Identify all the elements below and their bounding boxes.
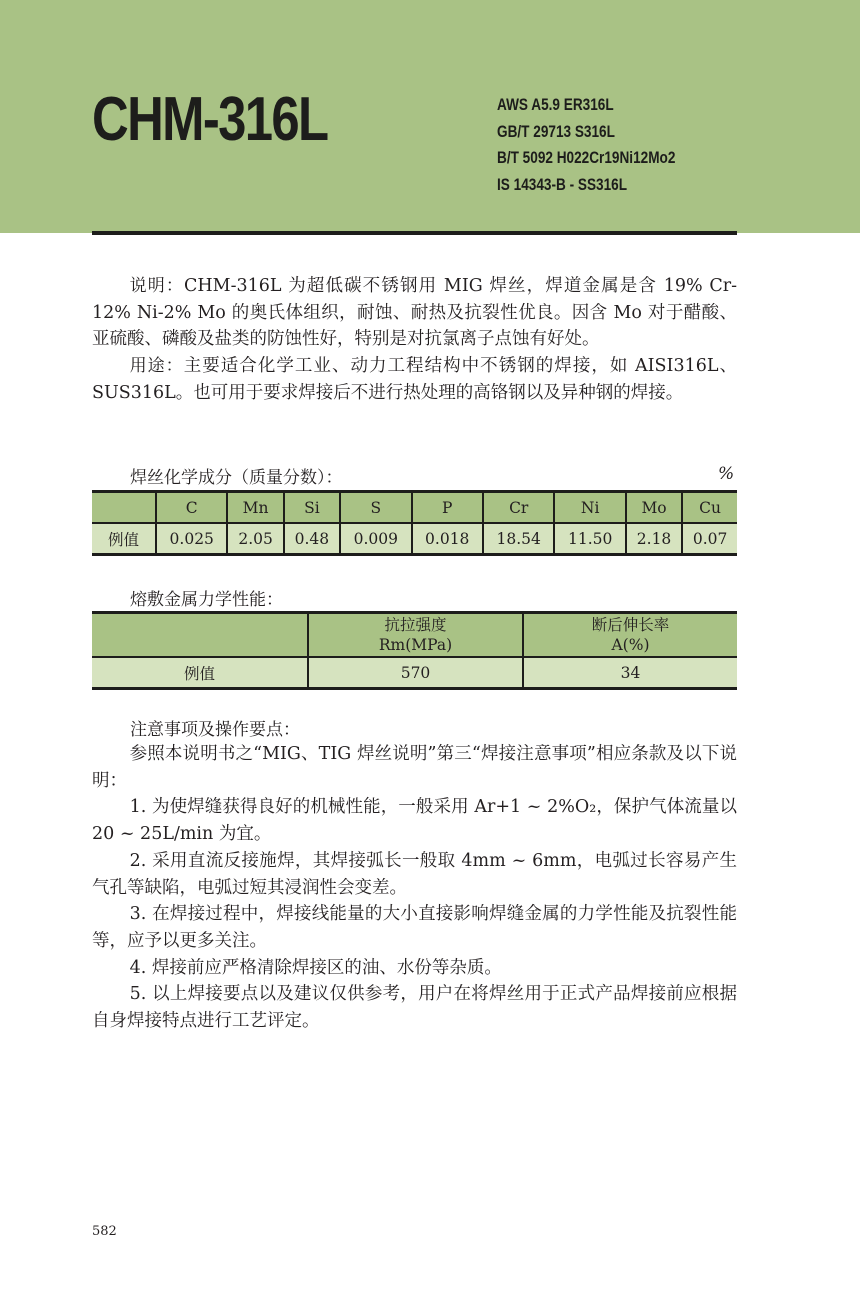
chem-table [92, 490, 737, 556]
product-title: CHM-316L [92, 85, 328, 154]
table-header-row: 抗拉强度 Rm(MPa) 断后伸长率 A(%) [92, 613, 737, 658]
notes-intro: 参照本说明书之“MIG、TIG 焊丝说明”第三“焊接注意事项”相应条款及以下说明： [92, 744, 737, 791]
note-item: 2. 采用直流反接施焊，其焊接弧长一般取 4mm ~ 6mm，电弧过长容易产生气孔等缺陷，电弧过短其浸润性会变差。 [92, 850, 737, 898]
note-item: 4. 焊接前应严格清除焊接区的油、水份等杂质。 [129, 957, 502, 978]
standard: IS 14343-B - SS316L [497, 174, 628, 194]
note-item: 3. 在焊接过程中，焊接线能量的大小直接影响焊缝金属的力学性能及抗裂性能等，应予以更多关注。 [92, 904, 737, 951]
notes-heading: 注意事项及操作要点： [130, 720, 300, 740]
header-rule [92, 231, 737, 235]
note-item: 1. 为使焊缝获得良好的机械性能，一般采用 Ar+1 ~ 2%O₂，保护气体流量以 20 ~ 25L/min 为宜。 [92, 797, 737, 845]
mech-table [92, 611, 737, 690]
table-header-row: C Mn Si S P Cr Ni Mo Cu [92, 492, 737, 524]
chem-unit: % [718, 464, 735, 484]
standard: AWS A5.9 ER316L [497, 95, 614, 114]
table-row: 例值 570 34 [92, 657, 737, 689]
note-item: 5. 以上焊接要点以及建议仅供参考，用户在将焊丝用于正式产品焊接前应根据自身焊接特点进行工艺评定。 [92, 984, 737, 1032]
description-paragraph: 说明：CHM-316L 为超低碳不锈钢用 MIG 焊丝，焊道金属是含 19% Cr-12% Ni-2% Mo 的奥氏体组织，耐蚀、耐热及抗裂性优良。因含 Mo 对于醋酸、亚硫酸、磷酸及盐类的防蚀性好，特别是对抗氯离子点蚀有好处。 [92, 276, 738, 350]
chem-heading: 焊丝化学成分（质量分数）： [130, 468, 343, 488]
page-number: 582 [92, 1224, 117, 1239]
notes-section [92, 741, 737, 1035]
table-row: 例值 0.025 2.05 0.48 0.009 0.018 18.54 11.50 2.18 0.07 [92, 523, 737, 555]
standard: GB/T 29713 S316L [497, 121, 615, 141]
standards-list [497, 92, 675, 198]
usage-paragraph: 用途：主要适合化学工业、动力工程结构中不锈钢的焊接，如 AISI316L、SUS316L。也可用于要求焊接后不进行热处理的高铬钢以及异种钢的焊接。 [92, 356, 737, 403]
intro-section [92, 273, 737, 407]
standard: B/T 5092 H022Cr19Ni12Mo2 [497, 148, 676, 167]
mech-heading: 熔敷金属力学性能： [130, 590, 283, 610]
